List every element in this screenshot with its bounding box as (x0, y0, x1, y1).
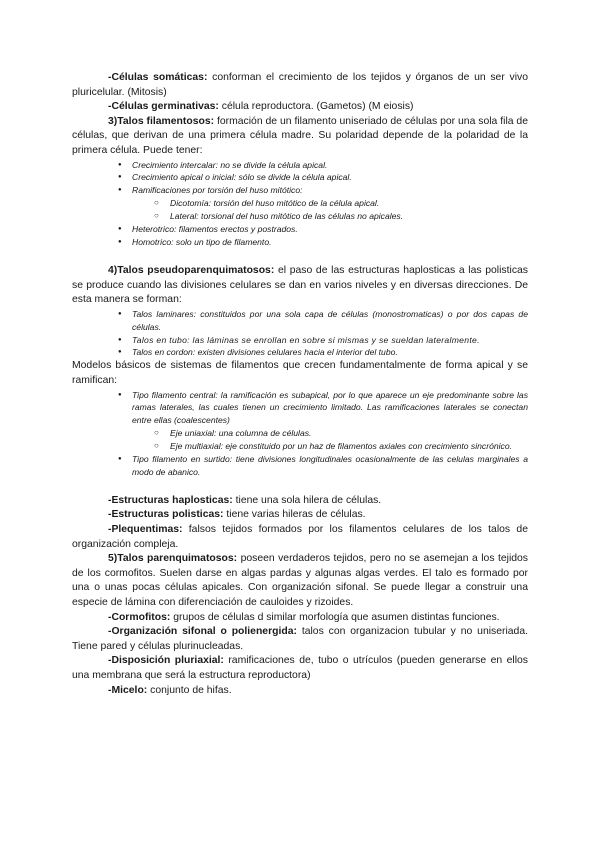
list-item: ● Homotrico: solo un tipo de filamento. (118, 236, 528, 249)
paragraph-organizacion-sifonal (72, 625, 528, 654)
list-item: ● Heterotrico: filamentos erectos y postrados. (118, 223, 528, 236)
term: -Micelo: (108, 684, 148, 696)
heading-term: 3)Talos filamentosos: (108, 115, 215, 127)
heading-term: 5)Talos parenquimatosos: (108, 553, 238, 565)
definition: poseen verdaderos tejidos, pero no se asemejan a los tejidos de los cormofitos. Suelen darse en algas pardas y algunas algas verdes. El talo es formado por una o unas pocas células apicales. Con organización sifonal. Se puede llegar a construir una especie de lámina con diferenciación de cauloides y rizoides. (72, 553, 529, 608)
sublist-item: ○ Dicotomía: torsión del huso mitótico de la célula apical. (152, 197, 528, 210)
list-item: ● Crecimiento intercalar: no se divide la célula apical. (118, 159, 528, 172)
definition: ramificaciones de, tubo o utrículos (pueden generarse en ellos una membrana que será la estructura reproductora) (72, 655, 528, 681)
paragraph-talos-pseudoparenquimatosos (72, 264, 528, 308)
paragraph-celulas-germinativas (72, 100, 528, 115)
list-pseudoparenquimatosos (118, 308, 528, 360)
term: -Estructuras haplosticas: (108, 494, 233, 506)
sublist-item: ○ Eje uniaxial: una columna de células. (152, 427, 528, 440)
definition: falsos tejidos formados por los filamentos celulares de los talos de organización compleja. (72, 524, 528, 550)
definition: el paso de las estructuras haplosticas a las polisticas se produce cuando las divisiones celulares se dan en varios niveles y en diversas direcciones. De esta manera se forman: (72, 264, 528, 306)
spacer (72, 249, 528, 264)
paragraph-plequentimas (72, 523, 528, 552)
paragraph-disposicion-pluriaxial (72, 654, 528, 683)
term: -Disposición pluriaxial: (108, 655, 224, 667)
sublist-ramificaciones (152, 197, 528, 223)
list-item-text: Tipo filamento central: la ramificación es subapical, por lo que aparece un eje predominante sobre las ramas laterales, las cuales tienen un crecimiento limitado. Las ramificaciones laterales se conectan entre ellas (coalescentes) (132, 389, 528, 426)
list-filamentosos (118, 159, 528, 249)
list-item: ● Tipo filamento en surtido: tiene divisiones longitudinales ocasionalmente de las celulas marginales a modo de abanico. (118, 453, 528, 479)
definition: talos con organizacion tubular y no uniseriada. Tiene pared y células plurinucleadas. (72, 626, 528, 652)
sublist-item: ○ Eje multiaxial: eje constituido por un haz de filamentos axiales con crecimiento sincrónico. (152, 440, 528, 453)
definition: tiene una sola hilera de células. (232, 494, 382, 506)
paragraph-estructuras-polisticas (72, 508, 528, 523)
list-item (118, 184, 528, 223)
definition: tiene varias hileras de células. (223, 509, 366, 521)
paragraph-modelos (72, 359, 528, 388)
term: -Células germinativas: (108, 101, 219, 113)
term: -Estructuras polisticas: (108, 509, 224, 521)
term: -Cormofitos: (108, 611, 171, 623)
list-modelos (118, 389, 528, 479)
list-item: ● Crecimiento apical o inicial: sólo se divide la célula apical. (118, 171, 528, 184)
definition: conjunto de hifas. (147, 684, 232, 696)
heading-term: 4)Talos pseudoparenquimatosos: (108, 264, 275, 276)
list-item: ● Talos en cordon: existen divisiones celulares hacia el interior del tubo. (118, 346, 528, 359)
definition: célula reproductora. (Gametos) (M eiosis) (218, 101, 414, 113)
paragraph-celulas-somaticas (72, 71, 528, 100)
list-item: ● Talos laminares: constituidos por una sola capa de células (monostromaticas) o por dos capas de células. (118, 308, 528, 334)
paragraph-micelo (72, 684, 528, 699)
definition: conforman el crecimiento de los tejidos y órganos de un ser vivo pluricelular. (Mitosis) (72, 72, 528, 98)
paragraph-talos-filamentosos (72, 115, 528, 159)
paragraph-talos-parenquimatosos (72, 552, 528, 610)
definition: grupos de células d similar morfología que asumen distintas funciones. (170, 611, 500, 623)
definition: formación de un filamento uniseriado de células por una sola fila de células, que derivan de una primera célula madre. Su polaridad depende de la polaridad de la primera célula. Puede tener: (72, 115, 528, 156)
paragraph-text: Modelos básicos de sistemas de filamentos que crecen fundamentalmente de forma apical y se ramifican: (72, 360, 528, 386)
paragraph-estructuras-haplosticas (72, 494, 528, 509)
term: -Plequentimas: (108, 524, 183, 536)
list-item-text: Ramificaciones por torsión del huso mitótico: (132, 185, 303, 196)
sublist-ejes (152, 427, 528, 453)
sublist-item: ○ Lateral: torsional del huso mitótico de las células no apicales. (152, 210, 528, 223)
term: -Células somáticas: (108, 72, 208, 83)
spacer (72, 479, 528, 494)
paragraph-cormofitos (72, 611, 528, 626)
list-item: ● Talos en tubo: las láminas se enrollan en sobre si mismas y se sueldan lateralmente. (118, 334, 528, 347)
list-item (118, 389, 528, 454)
term: -Organización sifonal o polienergida: (108, 626, 297, 638)
